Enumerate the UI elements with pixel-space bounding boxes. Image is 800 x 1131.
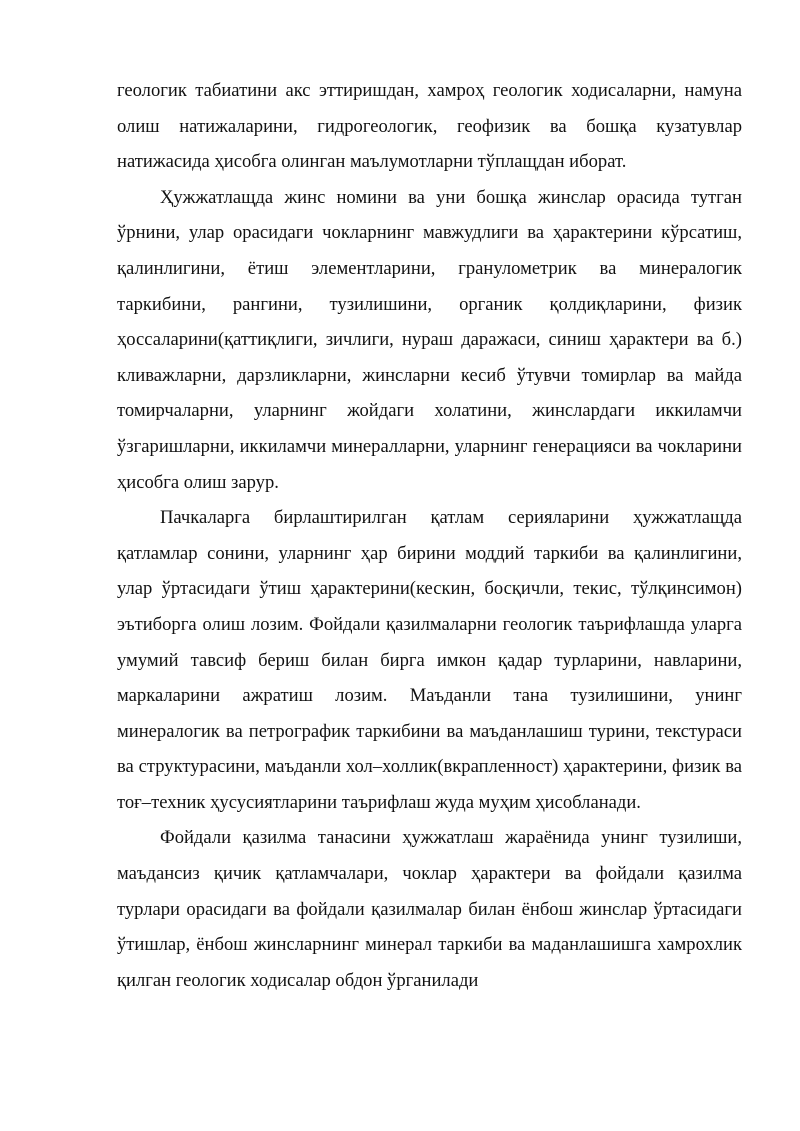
paragraph-1: геологик табиатини акс эттиришдан, хамроҳ геологик ходисаларни, намуна олиш натижаларини, гидрогеологик, геофизик ва бошқа кузатувлар натижасида ҳисобга олинган маълумотларни тўплащдан иборат. [117, 80, 742, 173]
paragraph-3: Пачкаларга бирлаштирилган қатлам серияларини ҳужжатлащда қатламлар сонини, уларнинг ҳар бирини моддий таркиби ва қалинлигини, улар ўртасидаги ўтиш ҳарактерини(кескин, босқичли, текис, тўлқинсимон) эътиборга олиш лозим. Фойдали қазилмаларни геологик таърифлашда уларга умумий тавсиф бериш билан бирга имкон қадар турларини, навларини, маркаларини ажратиш лозим. Маъданли тана тузилишини, унинг минералогик ва петрографик таркибини ва маъданлашиш турини, текстураси ва структурасини, маъданли хол–холлик(вкрапленност) ҳарактерини, физик ва тоғ–техник ҳусусиятларини таърифлаш жуда муҳим ҳисобланади. [117, 507, 742, 813]
document-page [117, 73, 742, 998]
paragraph-4: Фойдали қазилма танасини ҳужжатлаш жараёнида унинг тузилиши, маъдансиз қичик қатламчалари, чоклар ҳарактери ва фойдали қазилма турлари орасидаги ва фойдали қазилмалар билан ёнбош жинслар ўртасидаги ўтишлар, ёнбош жинсларнинг минерал таркиби ва маданлашишга хамрохлик қилган геологик ходисалар обдон ўрганилади [117, 827, 742, 991]
paragraph-2: Ҳужжатлащда жинс номини ва уни бошқа жинслар орасида тутган ўрнини, улар орасидаги чокларнинг мавжудлиги ва ҳарактерини кўрсатиш, қалинлигини, ётиш элементларини, гранулометрик ва минералогик таркибини, рангини, тузилишини, органик қолдиқларини, физик ҳоссаларини(қаттиқлиги, зичлиги, нураш даражаси, синиш ҳарактери ва б.) кливажларни, дарзликларни, жинсларни кесиб ўтувчи томирлар ва майда томирчаларни, уларнинг жойдаги холатини, жинслардаги иккиламчи ўзгаришларни, иккиламчи минералларни, уларнинг генерацияси ва чокларини ҳисобга олиш зарур. [117, 186, 742, 493]
